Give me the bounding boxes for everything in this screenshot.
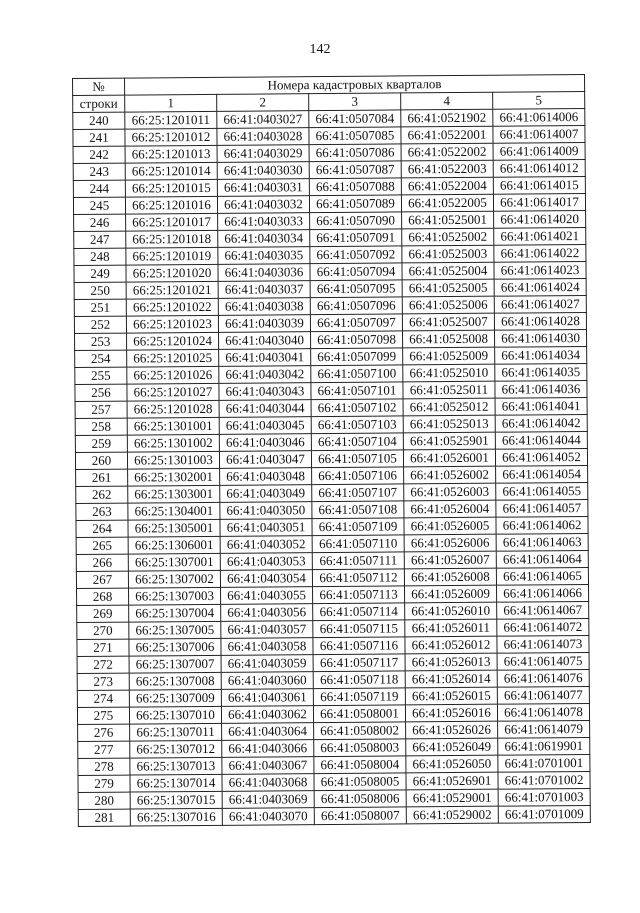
cadastral-number-cell: 66:25:1304001 bbox=[128, 502, 220, 520]
cadastral-number-cell: 66:41:0403068 bbox=[222, 774, 314, 792]
cadastral-number-cell: 66:41:0619901 bbox=[498, 737, 590, 755]
cadastral-number-cell: 66:41:0507118 bbox=[313, 671, 405, 689]
cadastral-number-cell: 66:41:0403035 bbox=[218, 247, 310, 265]
cadastral-number-cell: 66:41:0525901 bbox=[403, 432, 495, 450]
cadastral-number-cell: 66:41:0507112 bbox=[312, 569, 404, 587]
cadastral-number-cell: 66:41:0403062 bbox=[221, 706, 313, 724]
row-number-cell: 268 bbox=[77, 588, 129, 605]
cadastral-number-cell: 66:25:1201012 bbox=[125, 128, 217, 146]
cadastral-number-cell: 66:25:1307002 bbox=[128, 570, 220, 588]
cadastral-number-cell: 66:41:0507116 bbox=[313, 637, 405, 655]
row-number-cell: 259 bbox=[75, 435, 127, 452]
row-number-cell: 269 bbox=[77, 605, 129, 622]
cadastral-number-cell: 66:25:1307008 bbox=[129, 672, 221, 690]
cadastral-number-cell: 66:41:0507104 bbox=[311, 433, 403, 451]
cadastral-number-cell: 66:41:0525012 bbox=[403, 398, 495, 416]
cadastral-number-cell: 66:41:0614009 bbox=[493, 142, 585, 160]
row-number-cell: 257 bbox=[75, 401, 127, 418]
page-number: 142 bbox=[309, 42, 331, 57]
cadastral-number-cell: 66:25:1307012 bbox=[130, 740, 222, 758]
row-number-cell: 255 bbox=[75, 367, 127, 384]
row-number-cell: 253 bbox=[75, 333, 127, 350]
cadastral-number-cell: 66:25:1201011 bbox=[125, 111, 217, 129]
cadastral-number-cell: 66:41:0614072 bbox=[497, 618, 589, 636]
cadastral-number-cell: 66:41:0403070 bbox=[222, 808, 314, 826]
cadastral-number-cell: 66:25:1301001 bbox=[127, 417, 219, 435]
cadastral-number-cell: 66:41:0614020 bbox=[494, 210, 586, 228]
cadastral-number-cell: 66:25:1201016 bbox=[125, 196, 217, 214]
cadastral-number-cell: 66:25:1301003 bbox=[127, 451, 219, 469]
cadastral-number-cell: 66:41:0507100 bbox=[311, 365, 403, 383]
cadastral-number-cell: 66:41:0525003 bbox=[402, 245, 494, 263]
cadastral-number-cell: 66:41:0403054 bbox=[220, 570, 312, 588]
cadastral-number-cell: 66:25:1307014 bbox=[130, 774, 222, 792]
cadastral-number-cell: 66:41:0614017 bbox=[493, 193, 585, 211]
cadastral-number-cell: 66:41:0403066 bbox=[222, 740, 314, 758]
cadastral-number-cell: 66:41:0403028 bbox=[217, 128, 309, 146]
cadastral-number-cell: 66:41:0507088 bbox=[309, 178, 401, 196]
cadastral-number-cell: 66:41:0507097 bbox=[310, 314, 402, 332]
cadastral-number-cell: 66:41:0403049 bbox=[220, 485, 312, 503]
cadastral-number-cell: 66:41:0614044 bbox=[495, 431, 587, 449]
cadastral-number-cell: 66:41:0614006 bbox=[493, 108, 585, 126]
cadastral-number-cell: 66:41:0508002 bbox=[314, 722, 406, 740]
row-number-cell: 277 bbox=[78, 741, 130, 758]
cadastral-number-cell: 66:41:0508007 bbox=[314, 807, 406, 825]
row-number-cell: 252 bbox=[74, 316, 126, 333]
cadastral-number-cell: 66:41:0522004 bbox=[401, 177, 493, 195]
cadastral-number-cell: 66:41:0403060 bbox=[221, 672, 313, 690]
cadastral-number-cell: 66:25:1307004 bbox=[129, 604, 221, 622]
cadastral-number-cell: 66:25:1201027 bbox=[127, 383, 219, 401]
cadastral-number-cell: 66:41:0525008 bbox=[402, 330, 494, 348]
cadastral-number-cell: 66:41:0526009 bbox=[404, 585, 496, 603]
row-number-cell: 272 bbox=[77, 656, 129, 673]
cadastral-number-cell: 66:41:0526014 bbox=[405, 670, 497, 688]
cadastral-number-cell: 66:41:0614015 bbox=[493, 176, 585, 194]
row-number-cell: 264 bbox=[76, 520, 128, 537]
cadastral-number-cell: 66:25:1201020 bbox=[126, 264, 218, 282]
cadastral-number-cell: 66:41:0507090 bbox=[310, 212, 402, 230]
cadastral-number-cell: 66:41:0526016 bbox=[405, 704, 497, 722]
cadastral-number-cell: 66:25:1307006 bbox=[129, 638, 221, 656]
cadastral-number-cell: 66:41:0522001 bbox=[401, 126, 493, 144]
cadastral-number-cell: 66:41:0507119 bbox=[313, 688, 405, 706]
cadastral-number-cell: 66:41:0614021 bbox=[494, 227, 586, 245]
cadastral-number-cell: 66:25:1307016 bbox=[130, 808, 222, 826]
cadastral-number-cell: 66:41:0507111 bbox=[312, 552, 404, 570]
cadastral-number-cell: 66:25:1201019 bbox=[126, 247, 218, 265]
cadastral-number-cell: 66:41:0403064 bbox=[222, 723, 314, 741]
cadastral-number-cell: 66:25:1201014 bbox=[125, 162, 217, 180]
row-number-cell: 241 bbox=[73, 129, 125, 146]
cadastral-number-cell: 66:41:0614054 bbox=[496, 465, 588, 483]
cadastral-number-cell: 66:41:0614078 bbox=[497, 703, 589, 721]
cadastral-number-cell: 66:41:0614027 bbox=[494, 295, 586, 313]
cadastral-number-cell: 66:41:0507106 bbox=[312, 467, 404, 485]
table-header bbox=[73, 74, 585, 112]
cadastral-number-cell: 66:25:1201017 bbox=[126, 213, 218, 231]
cadastral-number-cell: 66:41:0507109 bbox=[312, 518, 404, 536]
cadastral-number-cell: 66:41:0403043 bbox=[219, 383, 311, 401]
cadastral-number-cell: 66:41:0614057 bbox=[496, 499, 588, 517]
group-header: Номера кадастровых кварталов bbox=[125, 74, 585, 95]
cadastral-number-cell: 66:41:0403036 bbox=[218, 264, 310, 282]
column-number-5: 5 bbox=[493, 91, 585, 109]
cadastral-number-cell: 66:41:0526012 bbox=[405, 636, 497, 654]
cadastral-number-cell: 66:41:0507095 bbox=[310, 280, 402, 298]
cadastral-number-cell: 66:41:0526006 bbox=[404, 534, 496, 552]
cadastral-number-cell: 66:41:0526013 bbox=[405, 653, 497, 671]
cadastral-number-cell: 66:25:1201013 bbox=[125, 145, 217, 163]
cadastral-number-cell: 66:25:1307005 bbox=[129, 621, 221, 639]
cadastral-number-cell: 66:41:0403053 bbox=[220, 553, 312, 571]
row-number-cell: 246 bbox=[74, 214, 126, 231]
cadastral-number-cell: 66:41:0403048 bbox=[220, 468, 312, 486]
cadastral-number-cell: 66:41:0529001 bbox=[406, 789, 498, 807]
cadastral-number-cell: 66:41:0507084 bbox=[309, 110, 401, 128]
cadastral-number-cell: 66:41:0614066 bbox=[496, 584, 588, 602]
cadastral-number-cell: 66:41:0507114 bbox=[313, 603, 405, 621]
cadastral-number-cell: 66:41:0525007 bbox=[402, 313, 494, 331]
cadastral-number-cell: 66:41:0403057 bbox=[221, 621, 313, 639]
cadastral-number-cell: 66:41:0403045 bbox=[219, 417, 311, 435]
cadastral-number-cell: 66:41:0403038 bbox=[218, 298, 310, 316]
cadastral-number-cell: 66:25:1307003 bbox=[129, 587, 221, 605]
cadastral-number-cell: 66:41:0525010 bbox=[403, 364, 495, 382]
cadastral-number-cell: 66:25:1306001 bbox=[128, 536, 220, 554]
cadastral-number-cell: 66:41:0507086 bbox=[309, 144, 401, 162]
cadastral-number-cell: 66:41:0403059 bbox=[221, 655, 313, 673]
row-number-cell: 243 bbox=[73, 163, 125, 180]
cadastral-number-cell: 66:41:0614065 bbox=[496, 567, 588, 585]
cadastral-number-cell: 66:25:1201022 bbox=[126, 298, 218, 316]
cadastral-number-cell: 66:41:0526050 bbox=[406, 755, 498, 773]
cadastral-number-cell: 66:41:0614012 bbox=[493, 159, 585, 177]
row-number-cell: 260 bbox=[75, 452, 127, 469]
cadastral-number-cell: 66:41:0701002 bbox=[498, 771, 590, 789]
cadastral-number-cell: 66:41:0614062 bbox=[496, 516, 588, 534]
row-number-cell: 244 bbox=[73, 180, 125, 197]
cadastral-number-cell: 66:41:0507099 bbox=[311, 348, 403, 366]
cadastral-number-cell: 66:41:0614007 bbox=[493, 125, 585, 143]
cadastral-number-cell: 66:41:0403041 bbox=[219, 349, 311, 367]
cadastral-number-cell: 66:41:0403061 bbox=[221, 689, 313, 707]
cadastral-number-cell: 66:25:1201025 bbox=[127, 349, 219, 367]
row-number-cell: 247 bbox=[74, 231, 126, 248]
cadastral-number-cell: 66:41:0403056 bbox=[221, 604, 313, 622]
table-row bbox=[78, 805, 590, 826]
cadastral-number-cell: 66:41:0403034 bbox=[218, 230, 310, 248]
cadastral-number-cell: 66:25:1201015 bbox=[125, 179, 217, 197]
cadastral-number-cell: 66:41:0507110 bbox=[312, 535, 404, 553]
cadastral-number-cell: 66:41:0507087 bbox=[309, 161, 401, 179]
table-body bbox=[73, 108, 591, 826]
cadastral-number-cell: 66:41:0507094 bbox=[310, 263, 402, 281]
cadastral-number-cell: 66:41:0403030 bbox=[217, 162, 309, 180]
cadastral-number-cell: 66:41:0529002 bbox=[406, 806, 498, 824]
cadastral-number-cell: 66:41:0507098 bbox=[310, 331, 402, 349]
cadastral-number-cell: 66:41:0526004 bbox=[404, 500, 496, 518]
cadastral-number-cell: 66:41:0508005 bbox=[314, 773, 406, 791]
column-number-3: 3 bbox=[309, 93, 401, 111]
cadastral-number-cell: 66:41:0525013 bbox=[403, 415, 495, 433]
cadastral-number-cell: 66:41:0507115 bbox=[313, 620, 405, 638]
cadastral-number-cell: 66:41:0614041 bbox=[495, 397, 587, 415]
cadastral-number-cell: 66:41:0614063 bbox=[496, 533, 588, 551]
cadastral-number-cell: 66:41:0507103 bbox=[311, 416, 403, 434]
cadastral-number-cell: 66:41:0526008 bbox=[404, 568, 496, 586]
cadastral-number-cell: 66:41:0403051 bbox=[220, 519, 312, 537]
cadastral-number-cell: 66:41:0526002 bbox=[404, 466, 496, 484]
row-number-cell: 254 bbox=[75, 350, 127, 367]
cadastral-number-cell: 66:41:0614030 bbox=[494, 329, 586, 347]
cadastral-number-cell: 66:41:0614034 bbox=[495, 346, 587, 364]
cadastral-number-cell: 66:41:0526010 bbox=[405, 602, 497, 620]
cadastral-number-cell: 66:41:0525005 bbox=[402, 279, 494, 297]
cadastral-number-cell: 66:41:0614067 bbox=[497, 601, 589, 619]
cadastral-number-cell: 66:25:1307007 bbox=[129, 655, 221, 673]
cadastral-number-cell: 66:41:0526049 bbox=[406, 738, 498, 756]
row-number-cell: 256 bbox=[75, 384, 127, 401]
cadastral-number-cell: 66:41:0526005 bbox=[404, 517, 496, 535]
row-number-cell: 273 bbox=[77, 673, 129, 690]
cadastral-number-cell: 66:41:0508001 bbox=[313, 705, 405, 723]
cadastral-number-cell: 66:41:0507085 bbox=[309, 127, 401, 145]
row-number-cell: 278 bbox=[78, 758, 130, 775]
cadastral-number-cell: 66:41:0403044 bbox=[219, 400, 311, 418]
cadastral-number-cell: 66:41:0701001 bbox=[498, 754, 590, 772]
cadastral-quarters-table bbox=[72, 74, 591, 827]
cadastral-number-cell: 66:41:0507092 bbox=[310, 246, 402, 264]
column-number-2: 2 bbox=[217, 94, 309, 112]
cadastral-number-cell: 66:41:0701009 bbox=[498, 805, 590, 823]
cadastral-number-cell: 66:41:0614036 bbox=[495, 380, 587, 398]
cadastral-number-cell: 66:41:0403067 bbox=[222, 757, 314, 775]
cadastral-number-cell: 66:25:1307015 bbox=[130, 791, 222, 809]
cadastral-number-cell: 66:41:0526011 bbox=[405, 619, 497, 637]
cadastral-number-cell: 66:41:0403042 bbox=[219, 366, 311, 384]
cadastral-number-cell: 66:41:0403032 bbox=[217, 196, 309, 214]
row-number-cell: 280 bbox=[78, 792, 130, 809]
cadastral-number-cell: 66:25:1305001 bbox=[128, 519, 220, 537]
cadastral-number-cell: 66:41:0507089 bbox=[309, 195, 401, 213]
cadastral-number-cell: 66:41:0525011 bbox=[403, 381, 495, 399]
row-number-cell: 270 bbox=[77, 622, 129, 639]
cadastral-number-cell: 66:41:0403046 bbox=[219, 434, 311, 452]
cadastral-number-cell: 66:41:0403037 bbox=[218, 281, 310, 299]
cadastral-number-cell: 66:25:1307001 bbox=[128, 553, 220, 571]
cadastral-number-cell: 66:41:0614042 bbox=[495, 414, 587, 432]
row-number-cell: 250 bbox=[74, 282, 126, 299]
cadastral-number-cell: 66:41:0403029 bbox=[217, 145, 309, 163]
cadastral-number-cell: 66:41:0614079 bbox=[498, 720, 590, 738]
cadastral-number-cell: 66:41:0614028 bbox=[494, 312, 586, 330]
row-number-cell: 248 bbox=[74, 248, 126, 265]
row-number-cell: 276 bbox=[78, 724, 130, 741]
cadastral-number-cell: 66:41:0614024 bbox=[494, 278, 586, 296]
cadastral-number-cell: 66:41:0403052 bbox=[220, 536, 312, 554]
cadastral-number-cell: 66:25:1201021 bbox=[126, 281, 218, 299]
cadastral-number-cell: 66:41:0614075 bbox=[497, 652, 589, 670]
cadastral-number-cell: 66:41:0403050 bbox=[220, 502, 312, 520]
cadastral-number-cell: 66:41:0525004 bbox=[402, 262, 494, 280]
cadastral-number-cell: 66:41:0614055 bbox=[496, 482, 588, 500]
cadastral-number-cell: 66:41:0508006 bbox=[314, 790, 406, 808]
cadastral-number-cell: 66:41:0507107 bbox=[312, 484, 404, 502]
cadastral-number-cell: 66:41:0526015 bbox=[405, 687, 497, 705]
cadastral-number-cell: 66:41:0403039 bbox=[218, 315, 310, 333]
cadastral-number-cell: 66:41:0403058 bbox=[221, 638, 313, 656]
cadastral-number-cell: 66:41:0403047 bbox=[219, 451, 311, 469]
row-number-cell: 263 bbox=[76, 503, 128, 520]
row-number-cell: 274 bbox=[77, 690, 129, 707]
row-number-cell: 251 bbox=[74, 299, 126, 316]
cadastral-number-cell: 66:41:0403055 bbox=[221, 587, 313, 605]
cadastral-number-cell: 66:41:0526007 bbox=[404, 551, 496, 569]
column-number-1: 1 bbox=[125, 94, 217, 112]
cadastral-number-cell: 66:25:1201024 bbox=[127, 332, 219, 350]
cadastral-number-cell: 66:41:0522005 bbox=[401, 194, 493, 212]
row-number-header-symbol: № bbox=[73, 78, 125, 95]
cadastral-number-cell: 66:25:1307010 bbox=[129, 706, 221, 724]
row-number-cell: 266 bbox=[76, 554, 128, 571]
cadastral-number-cell: 66:25:1201018 bbox=[126, 230, 218, 248]
cadastral-number-cell: 66:41:0614022 bbox=[494, 244, 586, 262]
row-number-cell: 240 bbox=[73, 112, 125, 129]
cadastral-number-cell: 66:41:0701003 bbox=[498, 788, 590, 806]
row-number-cell: 249 bbox=[74, 265, 126, 282]
cadastral-number-cell: 66:41:0403031 bbox=[217, 179, 309, 197]
cadastral-number-cell: 66:41:0403069 bbox=[222, 791, 314, 809]
cadastral-number-cell: 66:41:0614076 bbox=[497, 669, 589, 687]
row-number-cell: 242 bbox=[73, 146, 125, 163]
row-number-cell: 279 bbox=[78, 775, 130, 792]
cadastral-number-cell: 66:41:0507091 bbox=[310, 229, 402, 247]
cadastral-number-cell: 66:25:1201028 bbox=[127, 400, 219, 418]
cadastral-number-cell: 66:41:0507096 bbox=[310, 297, 402, 315]
cadastral-number-cell: 66:41:0614035 bbox=[495, 363, 587, 381]
row-number-cell: 281 bbox=[78, 809, 130, 826]
cadastral-number-cell: 66:25:1307013 bbox=[130, 757, 222, 775]
row-number-cell: 262 bbox=[76, 486, 128, 503]
row-number-cell: 258 bbox=[75, 418, 127, 435]
cadastral-number-cell: 66:25:1307009 bbox=[129, 689, 221, 707]
row-number-cell: 275 bbox=[77, 707, 129, 724]
cadastral-number-cell: 66:41:0507113 bbox=[313, 586, 405, 604]
row-number-cell: 261 bbox=[76, 469, 128, 486]
cadastral-number-cell: 66:41:0614052 bbox=[495, 448, 587, 466]
cadastral-number-cell: 66:41:0526901 bbox=[406, 772, 498, 790]
cadastral-number-cell: 66:41:0507117 bbox=[313, 654, 405, 672]
cadastral-number-cell: 66:41:0526003 bbox=[404, 483, 496, 501]
cadastral-number-cell: 66:41:0522002 bbox=[401, 143, 493, 161]
cadastral-number-cell: 66:41:0521902 bbox=[401, 109, 493, 127]
cadastral-number-cell: 66:41:0526001 bbox=[403, 449, 495, 467]
cadastral-number-cell: 66:25:1307011 bbox=[130, 723, 222, 741]
row-number-header-label: строки bbox=[73, 95, 125, 112]
cadastral-number-cell: 66:41:0403040 bbox=[219, 332, 311, 350]
row-number-cell: 245 bbox=[73, 197, 125, 214]
cadastral-number-cell: 66:41:0525001 bbox=[402, 211, 494, 229]
cadastral-number-cell: 66:41:0522003 bbox=[401, 160, 493, 178]
cadastral-number-cell: 66:25:1301002 bbox=[127, 434, 219, 452]
row-number-cell: 265 bbox=[76, 537, 128, 554]
cadastral-number-cell: 66:25:1201026 bbox=[127, 366, 219, 384]
cadastral-number-cell: 66:41:0508004 bbox=[314, 756, 406, 774]
cadastral-number-cell: 66:25:1302001 bbox=[128, 468, 220, 486]
cadastral-number-cell: 66:41:0507108 bbox=[312, 501, 404, 519]
cadastral-number-cell: 66:41:0403033 bbox=[218, 213, 310, 231]
cadastral-number-cell: 66:41:0614077 bbox=[497, 686, 589, 704]
cadastral-number-cell: 66:25:1303001 bbox=[128, 485, 220, 503]
cadastral-number-cell: 66:41:0614073 bbox=[497, 635, 589, 653]
cadastral-number-cell: 66:41:0525002 bbox=[402, 228, 494, 246]
cadastral-number-cell: 66:41:0507105 bbox=[311, 450, 403, 468]
cadastral-number-cell: 66:41:0525009 bbox=[403, 347, 495, 365]
cadastral-number-cell: 66:41:0507101 bbox=[311, 382, 403, 400]
cadastral-number-cell: 66:41:0614023 bbox=[494, 261, 586, 279]
cadastral-number-cell: 66:41:0403027 bbox=[217, 111, 309, 129]
cadastral-number-cell: 66:25:1201023 bbox=[126, 315, 218, 333]
cadastral-number-cell: 66:41:0525006 bbox=[402, 296, 494, 314]
cadastral-number-cell: 66:41:0526026 bbox=[406, 721, 498, 739]
column-number-4: 4 bbox=[401, 92, 493, 110]
cadastral-number-cell: 66:41:0507102 bbox=[311, 399, 403, 417]
row-number-cell: 271 bbox=[77, 639, 129, 656]
cadastral-number-cell: 66:41:0614064 bbox=[496, 550, 588, 568]
row-number-cell: 267 bbox=[76, 571, 128, 588]
cadastral-number-cell: 66:41:0508003 bbox=[314, 739, 406, 757]
